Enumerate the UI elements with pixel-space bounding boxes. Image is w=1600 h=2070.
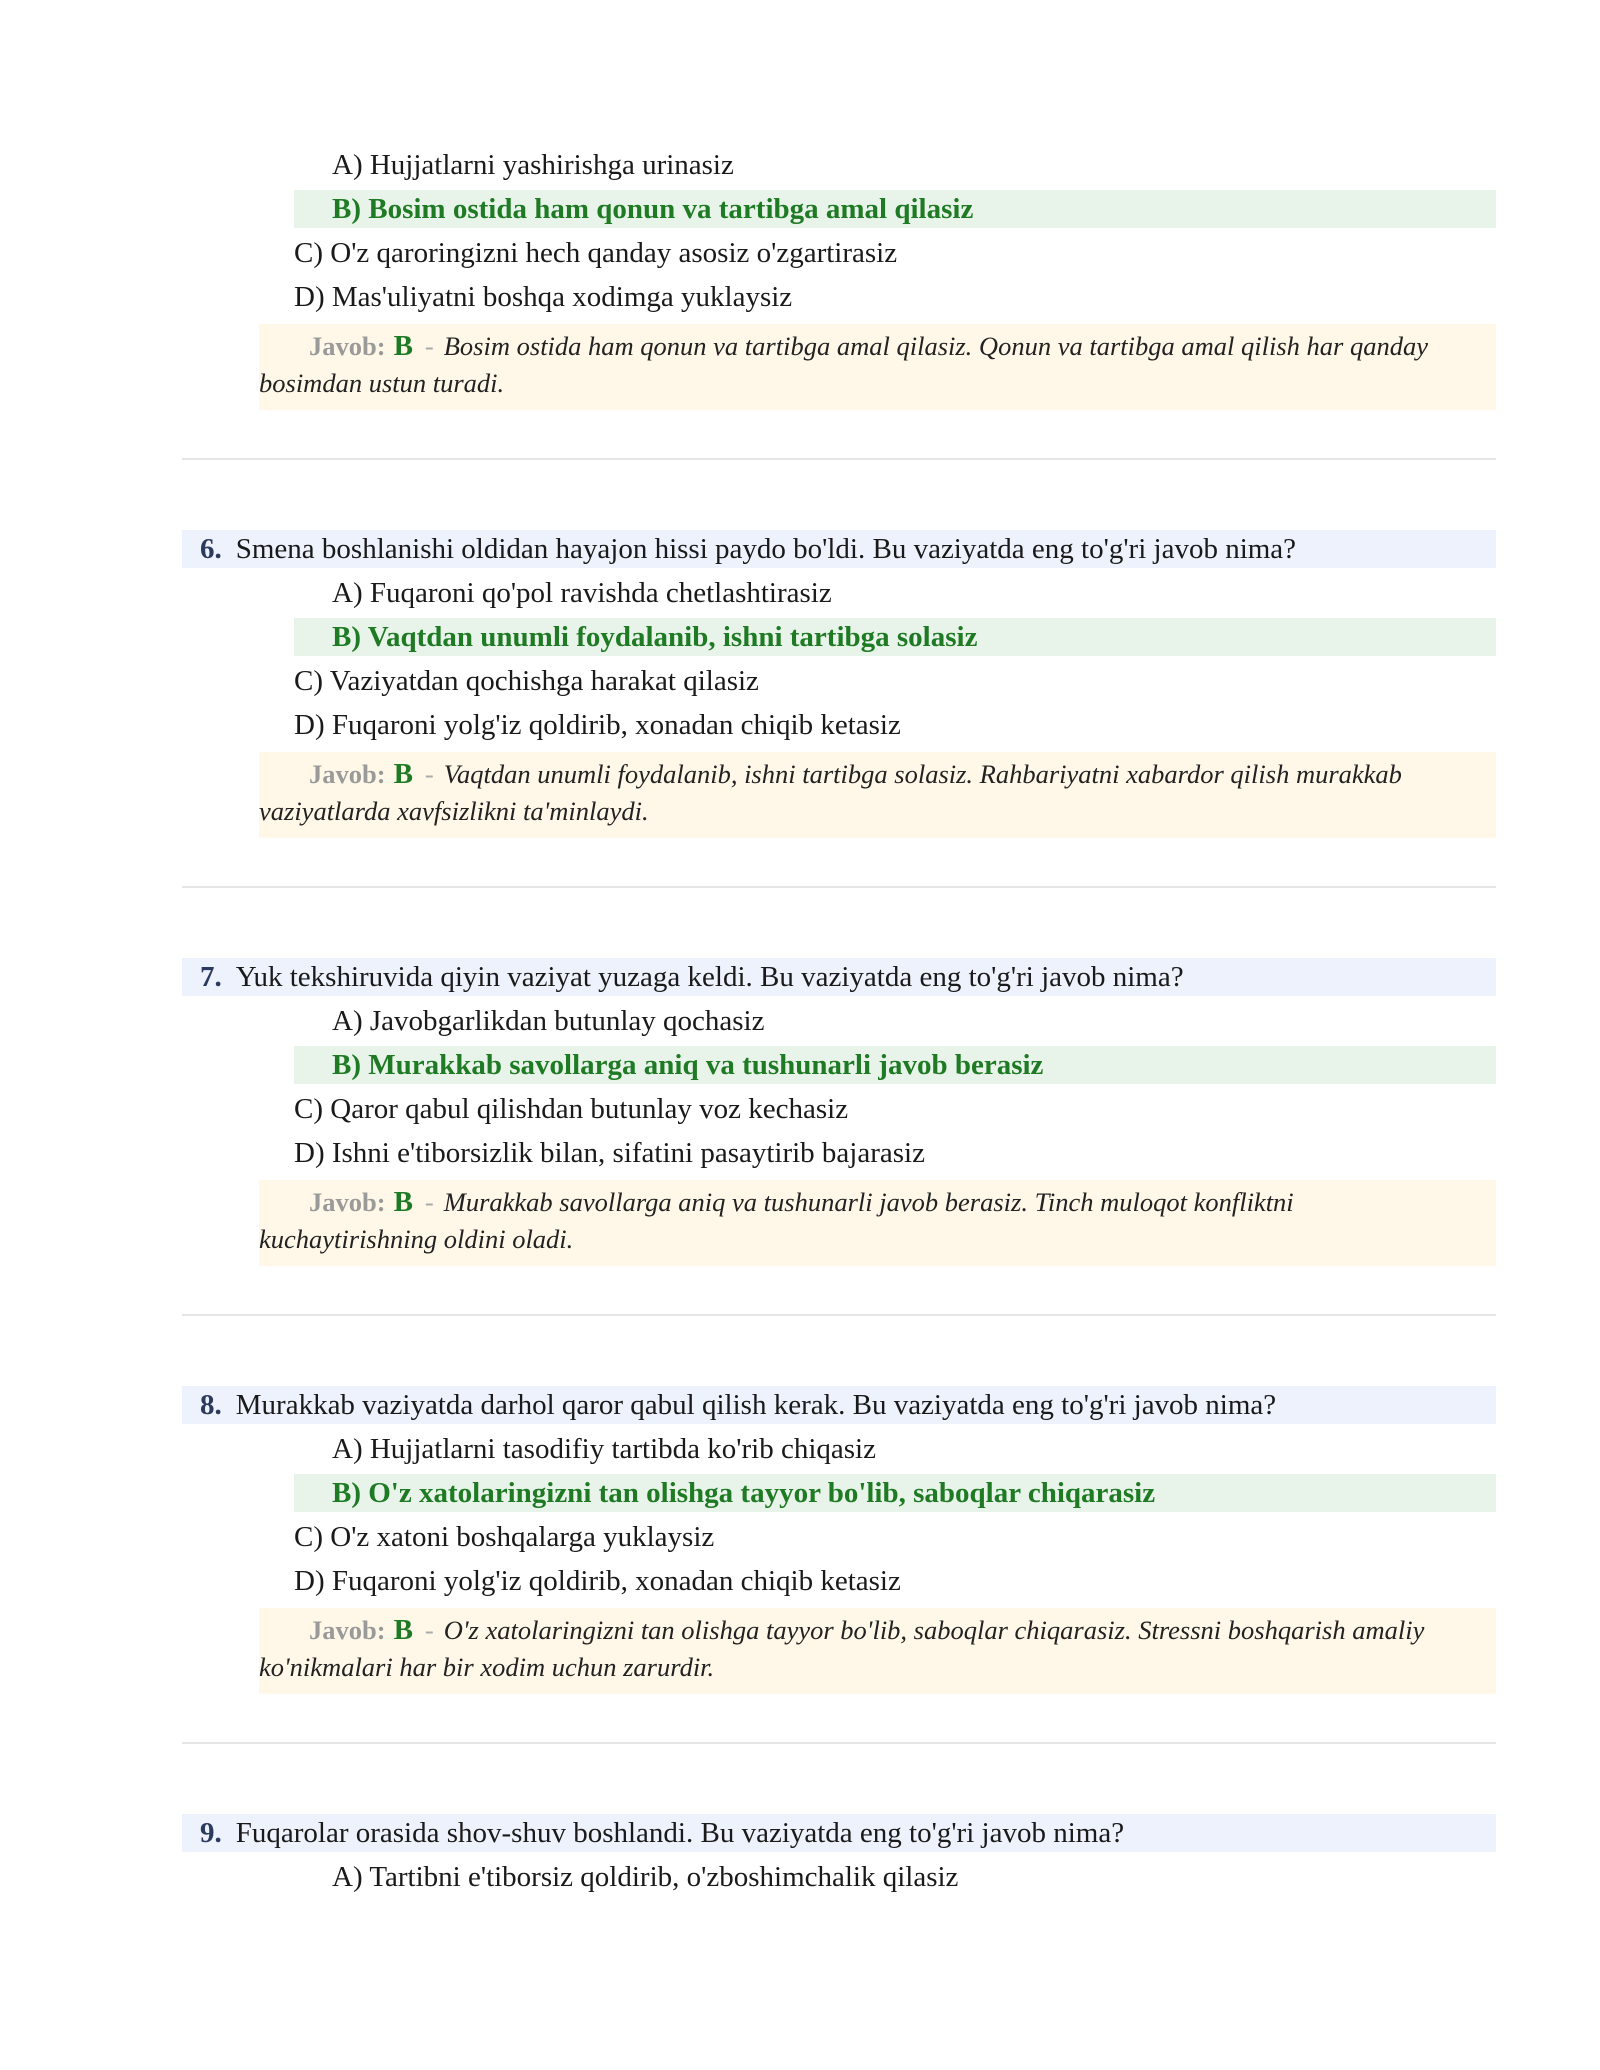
question-block-7 xyxy=(182,958,1496,1316)
question-header xyxy=(182,530,1496,568)
question-text: Fuqarolar orasida shov-shuv boshlandi. Bu vaziyatda eng to'g'ri javob nima? xyxy=(235,1817,1125,1849)
option-b-correct: B) Murakkab savollarga aniq va tushunarli javob berasiz xyxy=(294,1046,1496,1084)
answer-text: Vaqtdan unumli foydalanib, ishni tartibga solasiz. Rahbariyatni xabardor qilish murakkab vaziyatlarda xavfsizlikni ta'minlaydi. xyxy=(259,759,1402,826)
divider xyxy=(182,886,1496,888)
answer-label: Javob: xyxy=(309,331,386,361)
answer-explanation xyxy=(259,752,1496,838)
divider xyxy=(182,1314,1496,1316)
option-c: C) O'z qaroringizni hech qanday asosiz o'zgartirasiz xyxy=(294,237,898,269)
question-header xyxy=(182,1386,1496,1424)
divider xyxy=(182,1742,1496,1744)
answer-text: O'z xatolaringizni tan olishga tayyor bo'lib, saboqlar chiqarasiz. Stressni boshqarish amaliy ko'nikmalari har bir xodim uchun zarurdir. xyxy=(259,1615,1425,1682)
answer-explanation xyxy=(259,324,1496,410)
question-block-9 xyxy=(182,1814,1496,1896)
quiz-page xyxy=(182,0,1496,1902)
option-a: A) Hujjatlarni yashirishga urinasiz xyxy=(332,149,734,181)
option-a: A) Tartibni e'tiborsiz qoldirib, o'zboshimchalik qilasiz xyxy=(332,1861,959,1893)
option-c: C) Vaziyatdan qochishga harakat qilasiz xyxy=(294,665,759,697)
divider xyxy=(182,458,1496,460)
option-a: A) Fuqaroni qo'pol ravishda chetlashtirasiz xyxy=(332,577,832,609)
option-d: D) Ishni e'tiborsizlik bilan, sifatini pasaytirib bajarasiz xyxy=(294,1137,925,1169)
option-d: D) Mas'uliyatni boshqa xodimga yuklaysiz xyxy=(294,281,793,313)
answer-label: Javob: xyxy=(309,759,386,789)
option-c: C) O'z xatoni boshqalarga yuklaysiz xyxy=(294,1521,715,1553)
option-b-correct: B) Vaqtdan unumli foydalanib, ishni tartibga solasiz xyxy=(294,618,1496,656)
option-d: D) Fuqaroni yolg'iz qoldirib, xonadan chiqib ketasiz xyxy=(294,1565,901,1597)
answer-dash: - xyxy=(424,759,434,789)
answer-explanation xyxy=(259,1180,1496,1266)
answer-key: B xyxy=(393,330,413,362)
option-a: A) Hujjatlarni tasodifiy tartibda ko'rib chiqasiz xyxy=(332,1433,876,1465)
question-text: Yuk tekshiruvida qiyin vaziyat yuzaga keldi. Bu vaziyatda eng to'g'ri javob nima? xyxy=(235,961,1184,993)
answer-key: B xyxy=(393,1186,413,1218)
question-block-5 xyxy=(182,146,1496,460)
option-a: A) Javobgarlikdan butunlay qochasiz xyxy=(332,1005,765,1037)
answer-explanation xyxy=(259,1608,1496,1694)
option-d: D) Fuqaroni yolg'iz qoldirib, xonadan chiqib ketasiz xyxy=(294,709,901,741)
question-text: Smena boshlanishi oldidan hayajon hissi paydo bo'ldi. Bu vaziyatda eng to'g'ri javob nima? xyxy=(235,533,1297,565)
answer-label: Javob: xyxy=(309,1187,386,1217)
answer-label: Javob: xyxy=(309,1615,386,1645)
question-block-8 xyxy=(182,1386,1496,1744)
option-b-correct: B) Bosim ostida ham qonun va tartibga amal qilasiz xyxy=(294,190,1496,228)
answer-dash: - xyxy=(424,331,434,361)
answer-text: Bosim ostida ham qonun va tartibga amal qilasiz. Qonun va tartibga amal qilish har qanday bosimdan ustun turadi. xyxy=(259,331,1428,398)
question-header xyxy=(182,1814,1496,1852)
answer-key: B xyxy=(393,758,413,790)
answer-dash: - xyxy=(424,1615,434,1645)
question-block-6 xyxy=(182,530,1496,888)
question-number: 6. xyxy=(200,533,222,565)
answer-dash: - xyxy=(424,1187,434,1217)
answer-text: Murakkab savollarga aniq va tushunarli javob berasiz. Tinch muloqot konfliktni kuchaytirishning oldini oladi. xyxy=(259,1187,1294,1254)
question-number: 8. xyxy=(200,1389,222,1421)
option-b-correct: B) O'z xatolaringizni tan olishga tayyor bo'lib, saboqlar chiqarasiz xyxy=(294,1474,1496,1512)
question-header xyxy=(182,958,1496,996)
answer-key: B xyxy=(393,1614,413,1646)
option-c: C) Qaror qabul qilishdan butunlay voz kechasiz xyxy=(294,1093,849,1125)
question-number: 7. xyxy=(200,961,222,993)
question-number: 9. xyxy=(200,1817,222,1849)
question-text: Murakkab vaziyatda darhol qaror qabul qilish kerak. Bu vaziyatda eng to'g'ri javob nima? xyxy=(235,1389,1277,1421)
